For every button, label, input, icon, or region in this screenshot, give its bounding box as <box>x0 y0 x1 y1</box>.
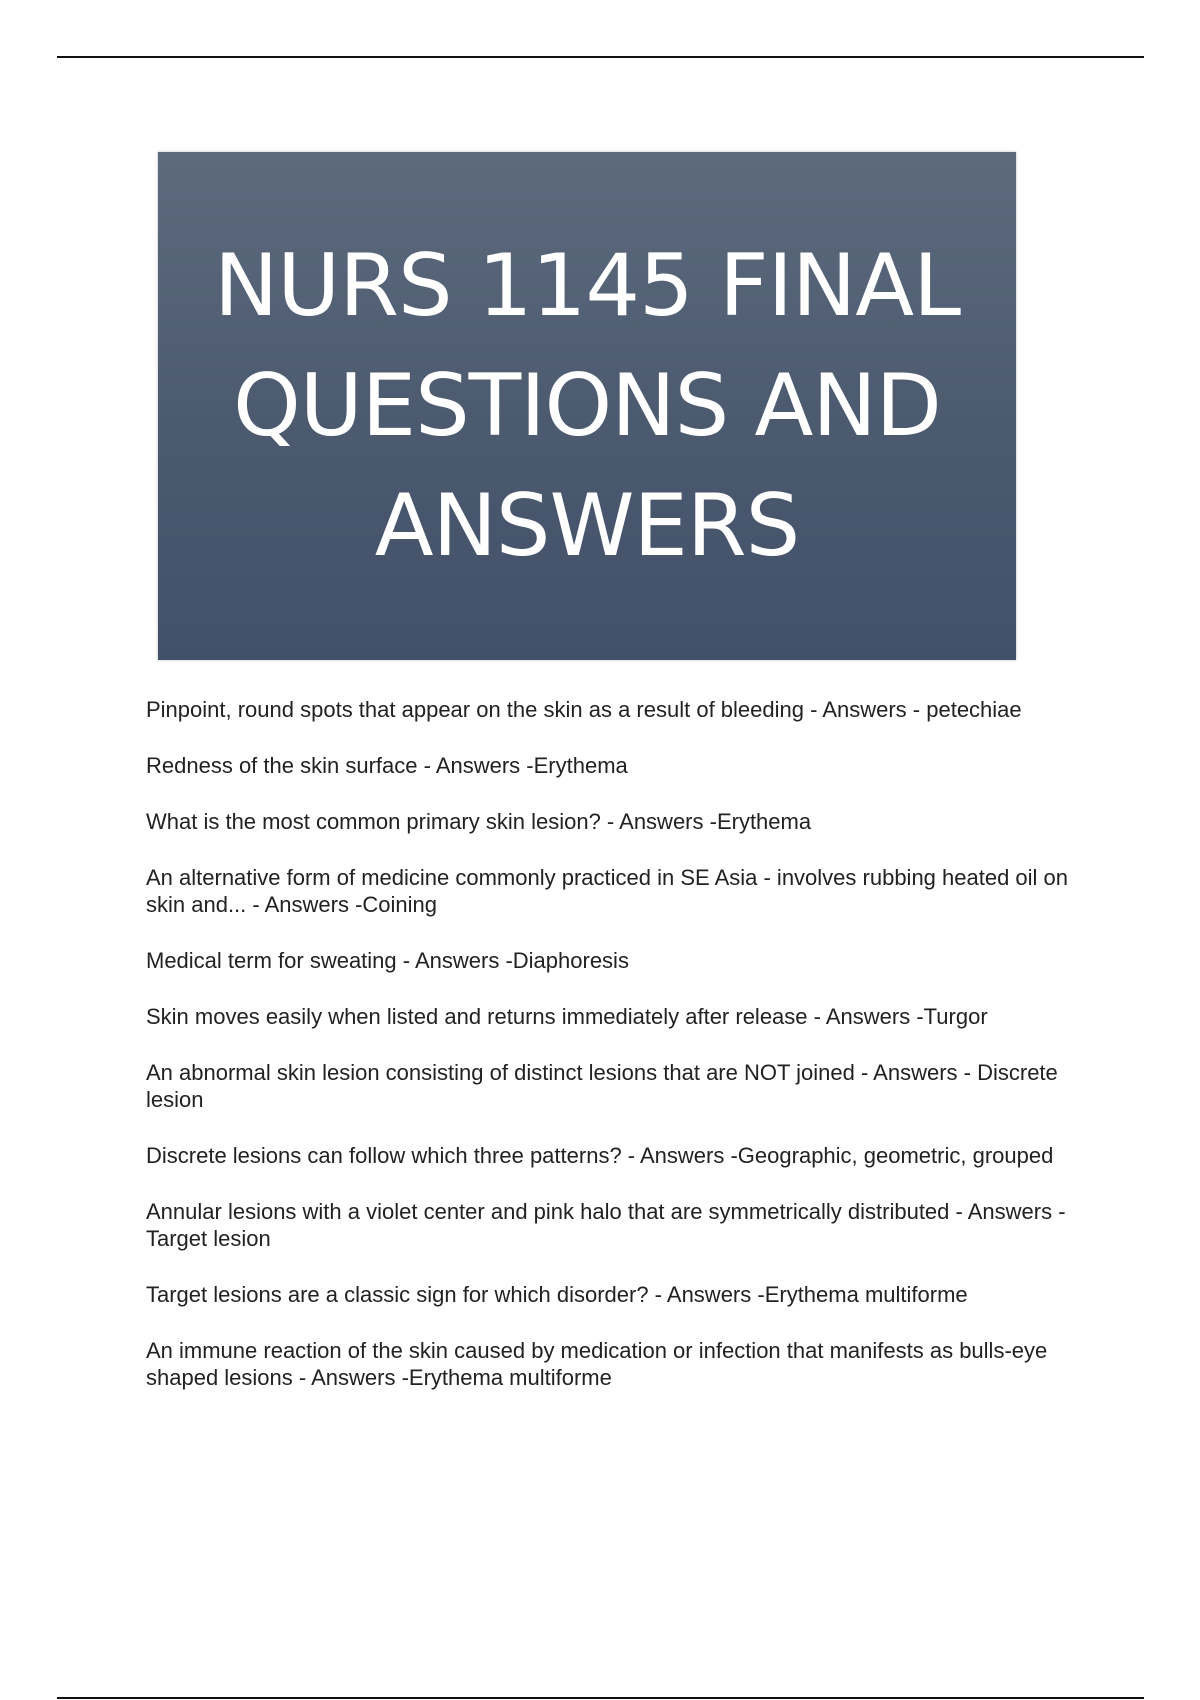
qa-item: Target lesions are a classic sign for which disorder? - Answers -Erythema multiforme <box>146 1282 968 1307</box>
qa-list <box>146 696 1086 1420</box>
qa-item: An abnormal skin lesion consisting of distinct lesions that are NOT joined - Answers - Discrete lesion <box>146 1060 1058 1112</box>
document-title: NURS 1145 FINAL QUESTIONS AND ANSWERS <box>213 236 961 576</box>
bottom-divider <box>57 1697 1144 1699</box>
qa-item: Skin moves easily when listed and returns immediately after release - Answers -Turgor <box>146 1004 988 1029</box>
qa-item: Annular lesions with a violet center and pink halo that are symmetrically distributed - Answers -Target lesion <box>146 1199 1066 1251</box>
qa-item: Redness of the skin surface - Answers -Erythema <box>146 753 628 778</box>
top-divider <box>57 56 1144 58</box>
qa-item: Pinpoint, round spots that appear on the skin as a result of bleeding - Answers - petechiae <box>146 697 1022 722</box>
cover-banner <box>158 152 1016 660</box>
qa-item: An alternative form of medicine commonly practiced in SE Asia - involves rubbing heated oil on skin and... - Answers -Coining <box>146 865 1069 917</box>
qa-item: An immune reaction of the skin caused by medication or infection that manifests as bulls-eye shaped lesions - Answers -Erythema multiforme <box>146 1338 1048 1390</box>
qa-item: What is the most common primary skin lesion? - Answers -Erythema <box>146 809 812 834</box>
qa-item: Medical term for sweating - Answers -Diaphoresis <box>146 948 629 973</box>
qa-item: Discrete lesions can follow which three patterns? - Answers -Geographic, geometric, grouped <box>146 1143 1054 1168</box>
